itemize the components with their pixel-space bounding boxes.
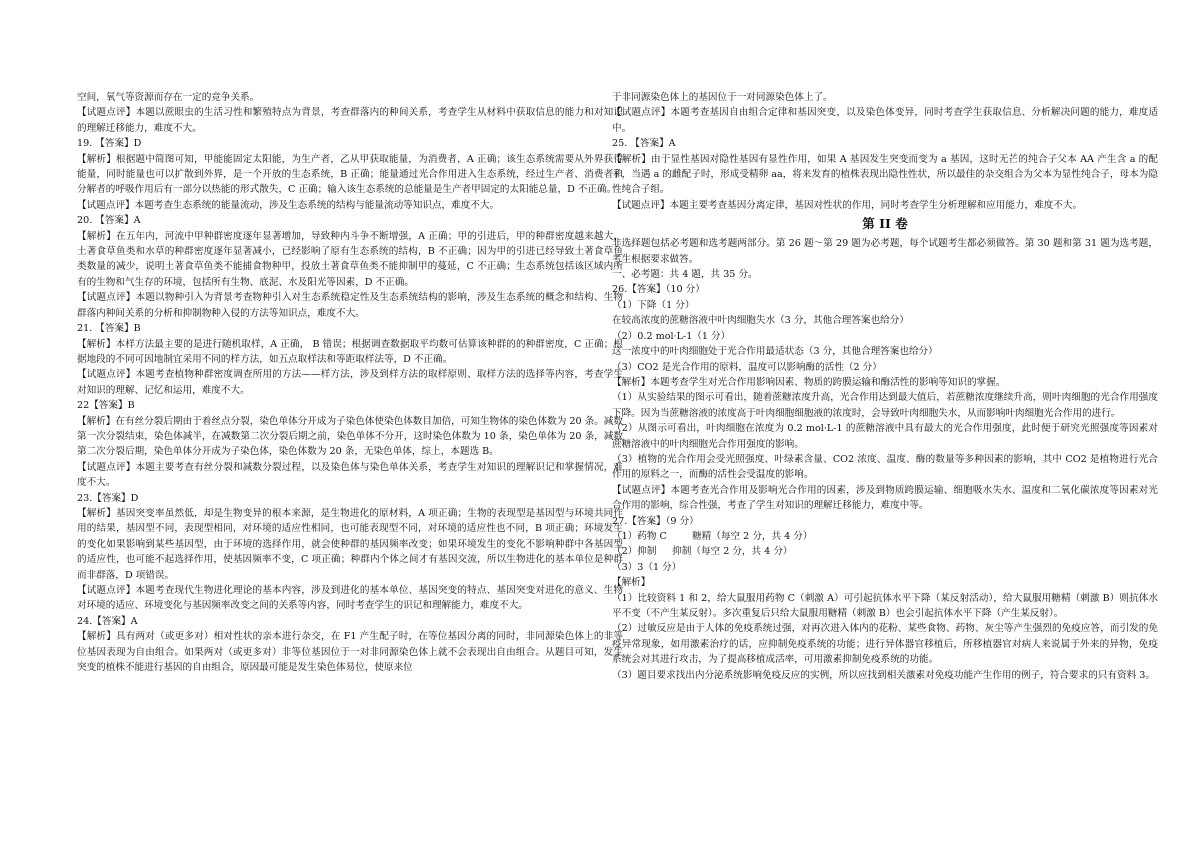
answer-heading: 27.【答案】（9 分） bbox=[612, 515, 699, 527]
paragraph: 【试题点评】本题考查生态系统的能量流动，涉及生态系统的结构与能量流动等知识点，难度不大。 bbox=[77, 199, 500, 211]
paragraph: （3）CO2 是光合作用的原料，温度可以影响酶的活性（2 分） bbox=[612, 361, 882, 373]
left-column bbox=[77, 90, 623, 675]
paragraph: （1）下降（1 分） bbox=[612, 299, 695, 311]
paragraph: 【解析】 bbox=[612, 577, 651, 589]
paragraph: （1）从实验结果的图示可看出，随着蔗糖浓度升高，光合作用达到最大值后，若蔗糖浓度继续升高，则叶肉细胞的光合作用强度下降。因为当蔗糖溶液的浓度高于叶肉细胞细胞液的浓度时，会导致叶肉细胞失水，从而影响叶肉细胞光合作用的进行。 bbox=[612, 392, 1158, 419]
answer-heading: 21. 【答案】B bbox=[77, 323, 141, 335]
answer-heading: 23.【答案】D bbox=[77, 492, 139, 504]
answer-heading: 25. 【答案】A bbox=[612, 138, 676, 150]
paragraph: （2）过敏反应是由于人体的免疫系统过强，对再次进入体内的花粉、某些食物、药物、灰尘等产生强烈的免疫应答，而引发的免疫异常现象，如用激素治疗的话，应抑制免疫系统的功能；进行异体器官移植后，所移植器官对病人来说属于外来的异物，免疫系统会对其进行攻击，为了提高移植成活率，可用激素抑制免疫系统的功能。 bbox=[612, 623, 1158, 666]
paragraph: 【试题点评】本题主要考查基因分离定律，基因对性状的作用，同时考查学生分析理解和应用能力，难度不大。 bbox=[612, 199, 1083, 211]
paragraph: 【试题点评】本题考查基因自由组合定律和基因突变，以及染色体变异，同时考查学生获取信息、分析解决问题的能力，难度适中。 bbox=[612, 107, 1158, 134]
right-column bbox=[612, 90, 1158, 683]
paragraph: 在较高浓度的蔗糖溶液中叶肉细胞失水（3 分，其他合理答案也给分） bbox=[612, 315, 909, 327]
paragraph: 【解析】具有两对（或更多对）相对性状的亲本进行杂交，在 F1 产生配子时，在等位基因分离的同时，非同源染色体上的非等位基因表现为自由组合。如果两对（或更多对）非等位基因位于一对非同源染色体上就不会表现出自由组合。从题目可知，发生突变的植株不能进行基因的自由组合，原因最可能是发生染色体易位，使原来位 bbox=[77, 631, 623, 674]
paragraph: 【解析】在有丝分裂后期由于着丝点分裂，染色单体分开成为子染色体使染色体数目加倍，可知生物体的染色体数为 20 条。减数第一次分裂结束，染色体减半，在减数第二次分裂后期之前，染色单体不分开，这时染色体数为 10 条，染色单体为 20 条，减数第二次分裂后期，染色单体分开成为子染色体，染色体数为 20 条，无染色单体，综上，本题选 B。 bbox=[77, 415, 623, 458]
paragraph: 【解析】本题考查学生对光合作用影响因素、物质的跨膜运输和酶活性的影响等知识的掌握。 bbox=[612, 376, 1006, 388]
paragraph: （1）比较资料 1 和 2，给大鼠服用药物 C（刺激 A）可引起抗体水平下降（某反射活动），给大鼠服用糖精（刺激 B）则抗体水平不变（不产生某反射）。多次重复后只给大鼠服用糖精（刺激 B）也会引起抗体水平下降（产生某反射）。 bbox=[612, 592, 1158, 619]
paragraph: 【试题点评】本题考查现代生物进化理论的基本内容，涉及到进化的基本单位、基因突变的特点、基因突变对进化的意义、生物对环境的适应、环境变化与基因频率改变之间的关系等内容，同时考查学生的识记和理解能力，难度不大。 bbox=[77, 585, 623, 612]
paragraph: 【试题点评】本题以蔗眼虫的生活习性和繁殖特点为背景，考查群落内的种间关系，考查学生从材料中获取信息的能力和对知识的理解迁移能力，难度不大。 bbox=[77, 107, 623, 134]
answer-heading: 20. 【答案】A bbox=[77, 215, 141, 227]
paragraph: （3）3（1 分） bbox=[612, 561, 682, 573]
paragraph: 【试题点评】本题考查光合作用及影响光合作用的因素，涉及到物质跨膜运输、细胞吸水失水、温度和二氧化碳浓度等因素对光合作用的影响，综合性强，考查了学生对知识的理解迁移能力，难度中等。 bbox=[612, 484, 1158, 512]
section-title: 第 II 卷 bbox=[862, 216, 908, 232]
paragraph: 【试题点评】本题考查植物种群密度调查所用的方法——样方法，涉及到样方法的取样原则、取样方法的选择等内容，考查学生对知识的理解、记忆和运用，难度不大。 bbox=[77, 369, 623, 396]
paragraph: 【解析】根据题中简图可知，甲能能固定太阳能，为生产者，乙从甲获取能量，为消费者，A 正确；该生态系统需要从外界获得能量，同时能量也可以扩散到外界，是一个开放的生态系统，B 正确；能量通过光合作用进入生态系统，经过生产者、消费者和分解者的呼吸作用后有一部分以热能的形式散失，C 正确；输入该生态系统的总能量是生产者甲固定的太阳能总量，D 不正确。 bbox=[77, 153, 623, 196]
paragraph: （3）题目要求找出内分泌系统影响免疫反应的实例，所以应找到相关激素对免疫功能产生作用的例子，符合要求的只有资料 3。 bbox=[612, 669, 1155, 681]
answer-heading: 24.【答案】A bbox=[77, 615, 138, 627]
paragraph: （2）0.2 mol·L-1（1 分） bbox=[612, 330, 731, 342]
paragraph: 【解析】基因突变率虽然低，却是生物变异的根本来源，是生物进化的原材料，A 项正确；生物的表现型是基因型与环境共同作用的结果，基因型不同，表现型相同，对环境的适应性相同，也可能表现型不同，对环境的适应性也不同，B 项正确；环境发生的变化如果影响到某些基因型，由于环境的选择作用，就会使种群的基因频率改变；如果环境发生的变化不影响种群中各基因型的适应性，也可能不起选择作用，使基因频率不变，C 项正确；种群内个体之间才有基因交流，所以生物进化的基本单位是种群而非群落，D 项错误。 bbox=[77, 507, 623, 581]
paragraph: 这一浓度中的叶肉细胞处于光合作用最适状态（3 分，其他合理答案也给分） bbox=[612, 346, 938, 358]
paragraph: （1）药物 C 糖精（每空 2 分，共 4 分） bbox=[612, 530, 813, 542]
paragraph: 空间，氧气等资源而存在一定的竞争关系。 bbox=[77, 92, 260, 103]
paragraph: 【解析】由于显性基因对隐性基因有显性作用，如果 A 基因发生突变而变为 a 基因，这时无芒的纯合子父本 AA 产生含 a 的配子，当遇 a 的雌配子时，形成受精卵 aa，将来发育的植株表现出隐性性状，所以最佳的杂交组合为父本为显性纯合子，母本为隐性纯合子组。 bbox=[612, 153, 1158, 196]
paragraph: 一、必考题：共 4 题，共 35 分。 bbox=[612, 269, 758, 281]
paragraph: 于非同源染色体上的基因位于一对同源染色体上了。 bbox=[612, 92, 833, 103]
paragraph: 非选择题包括必考题和选考题两部分。第 26 题～第 29 题为必考题，每个试题考生都必须做答。第 30 题和第 31 题为选考题，考生根据要求做答。 bbox=[612, 238, 1158, 265]
paragraph: 【试题点评】本题主要考查有丝分裂和减数分裂过程，以及染色体与染色单体关系，考查学生对知识的理解识记和掌握情况，难度不大。 bbox=[77, 461, 623, 489]
answer-heading: 19. 【答案】D bbox=[77, 138, 142, 150]
paragraph: （3）植物的光合作用会受光照强度、叶绿素含量、CO2 浓度、温度、酶的数量等多种因素的影响，其中 CO2 是植物进行光合作用的原料之一，而酶的活性会受温度的影响。 bbox=[612, 453, 1158, 481]
paragraph: （2）抑制 抑制（每空 2 分，共 4 分） bbox=[612, 546, 793, 558]
paragraph: （2）从图示可看出，叶肉细胞在浓度为 0.2 mol·L-1 的蔗糖溶液中具有最大的光合作用强度，此时便于研究光照强度等因素对蔗糖溶液中的叶肉细胞光合作用强度的影响。 bbox=[612, 423, 1158, 450]
paragraph: 【试题点评】本题以物种引入为背景考查物种引入对生态系统稳定性及生态系统结构的影响，涉及生态系统的概念和结构、生物群落内种间关系的分析和抑制物种入侵的方法等知识点，难度不大。 bbox=[77, 292, 623, 319]
paragraph: 【解析】在五年内，河流中甲种群密度逐年显著增加，导致种内斗争不断增强，A 正确；甲的引进后，甲的种群密度越来越大，土著食草鱼类和水草的种群密度逐年显著减小，已经影响了原有生态系统的结构，B 不正确；因为甲的引进已经导致土著食草鱼类数量的减少，说明土著食草鱼类不能捕食物种甲，投放土著食草鱼类不能抑制甲的蔓延，C 不正确；生态系统包括该区域内所有的生物和气生存的环境，包括所有生物、底泥、水及阳光等因素，D 不正确。 bbox=[77, 230, 623, 288]
answer-heading: 26.【答案】（10 分） bbox=[612, 284, 705, 296]
paragraph: 【解析】本样方法最主要的是进行随机取样，A 正确， B 错误；根据调查数据取平均数可估算该种群的的种群密度，C 正确；根据地段的不同可因地制宜采用不同的样方法，如五点取样法和等距取样法等，D 不正确。 bbox=[77, 338, 623, 365]
answer-heading: 22【答案】B bbox=[77, 400, 135, 412]
